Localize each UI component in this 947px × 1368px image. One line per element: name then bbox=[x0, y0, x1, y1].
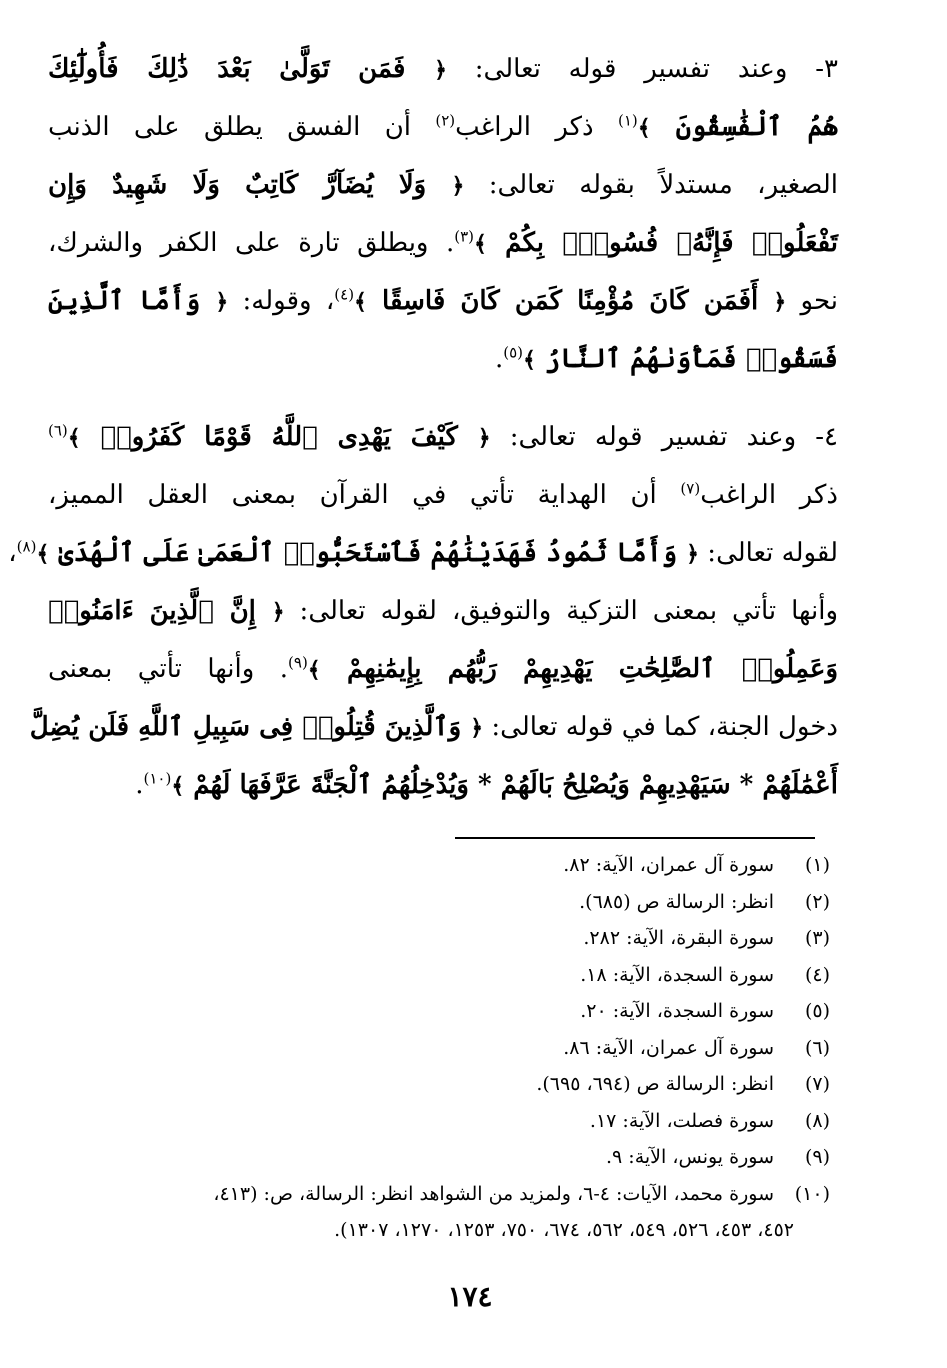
text-segment: ٤- وعند تفسير قوله تعالى: bbox=[490, 422, 838, 452]
ornate-bracket: ﴿ bbox=[773, 289, 787, 315]
text-segment: ذكر الراغب bbox=[455, 112, 618, 142]
text-line bbox=[48, 408, 838, 466]
text-line bbox=[48, 98, 838, 156]
text-segment: أن الفسق يطلق على الذنب bbox=[48, 112, 436, 142]
quran-verse: فَسَقُوا۟ فَمَأْوَىٰهُمُ ٱلنَّارُ bbox=[535, 344, 838, 374]
footnote-ref: (٩) bbox=[288, 653, 308, 672]
text-segment: ، bbox=[8, 538, 17, 568]
ornate-bracket: ﴾ bbox=[171, 773, 185, 799]
footnote bbox=[60, 1030, 830, 1067]
footnote-number: (١) bbox=[804, 854, 830, 876]
text-segment: لقوله تعالى: bbox=[699, 538, 838, 568]
footnote bbox=[60, 884, 830, 921]
text-segment: أن الهداية تأتي في القرآن بمعنى العقل المميز، bbox=[48, 480, 681, 510]
footnote-text: سورة يونس، الآية: ٩. bbox=[606, 1146, 774, 1168]
quran-verse: إِنَّ ٱلَّذِينَ ءَامَنُوا۟ bbox=[48, 596, 272, 626]
footnote bbox=[60, 957, 830, 994]
quran-verse: وَلَا يُضَآرَّ كَاتِبٌ وَلَا شَهِيدٌ وَإِن bbox=[48, 170, 452, 200]
text-line bbox=[48, 214, 838, 272]
text-segment: وأنها تأتي بمعنى التزكية والتوفيق، لقوله تعالى: bbox=[284, 596, 839, 626]
footnote-text: سورة محمد، الآيات: ٤-٦، ولمزيد من الشواهد انظر: الرسالة، ص: (٤١٣، bbox=[213, 1182, 774, 1205]
footnote-number: (٧) bbox=[804, 1073, 830, 1095]
footnote-ref: (٢) bbox=[435, 111, 456, 130]
footnote-ref: (٧) bbox=[680, 479, 701, 498]
footnote-text: انظر: الرسالة ص (٦٩٤، ٦٩٥). bbox=[536, 1073, 774, 1095]
footnote-text: سورة آل عمران، الآية: ٨٦. bbox=[563, 1036, 774, 1059]
footnote-ref: (٣) bbox=[454, 227, 474, 246]
text-line bbox=[48, 756, 838, 814]
text-line bbox=[8, 524, 838, 582]
ornate-bracket: ﴾ bbox=[67, 425, 81, 451]
ornate-bracket: ﴿ bbox=[470, 715, 484, 741]
ornate-bracket: ﴾ bbox=[307, 657, 321, 683]
quran-verse: وَأَمَّا ٱلَّذِينَ bbox=[48, 286, 216, 316]
ornate-bracket: ﴿ bbox=[434, 57, 447, 83]
footnote-ref: (٥) bbox=[503, 343, 523, 362]
footnote bbox=[60, 847, 830, 884]
footnote bbox=[60, 1139, 830, 1176]
footnote-text: انظر: الرسالة ص (٦٨٥). bbox=[579, 890, 774, 913]
ornate-bracket: ﴾ bbox=[36, 541, 50, 567]
footnote-number: (١٠) bbox=[794, 1182, 830, 1205]
footnote-ref: (٨) bbox=[16, 537, 37, 556]
footnote-separator bbox=[455, 837, 815, 839]
ornate-bracket: ﴾ bbox=[474, 231, 487, 257]
ornate-bracket: ﴿ bbox=[477, 425, 491, 451]
text-segment: ٣- وعند تفسير قوله تعالى: bbox=[446, 54, 838, 84]
footnote-number: (٣) bbox=[804, 927, 830, 949]
ornate-bracket: ﴿ bbox=[271, 599, 285, 625]
quran-verse: وَعَمِلُوا۟ ٱلصَّٰلِحَٰتِ يَهْدِيهِمْ رَبُّهُم بِإِيمَٰنِهِمْ bbox=[320, 654, 839, 684]
footnote bbox=[60, 993, 830, 1030]
text-line bbox=[48, 582, 838, 640]
text-segment: الصغير، مستدلاً بقوله تعالى: bbox=[464, 170, 838, 200]
quran-verse: كَيْفَ يَهْدِى ٱللَّهُ قَوْمًا كَفَرُوا۟ bbox=[80, 422, 478, 452]
footnote bbox=[60, 1066, 830, 1103]
text-segment: دخول الجنة، كما في قوله تعالى: bbox=[483, 712, 838, 742]
quran-verse: هُمُ ٱلْفَٰسِقُونَ bbox=[650, 112, 838, 142]
footnote-number: (٥) bbox=[804, 1000, 830, 1022]
footnote-ref: (١٠) bbox=[143, 769, 172, 788]
ornate-bracket: ﴾ bbox=[522, 347, 536, 373]
footnote bbox=[60, 1176, 830, 1213]
text-segment: نحو bbox=[786, 286, 839, 316]
main-text bbox=[8, 40, 839, 814]
quran-verse: وَٱلَّذِينَ قُتِلُوا۟ فِى سَبِيلِ ٱللَّهِ فَلَن يُضِلَّ bbox=[29, 712, 471, 742]
footnote-number: (٨) bbox=[804, 1109, 830, 1132]
footnote-ref: (١) bbox=[617, 111, 638, 130]
quran-verse: فَمَن تَوَلَّىٰ بَعْدَ ذَٰلِكَ فَأُولَٰٓئِكَ bbox=[48, 54, 435, 84]
text-segment: ، وقوله: bbox=[228, 286, 335, 316]
quran-verse: تَفْعَلُوا۟ فَإِنَّهُۥ فُسُوقٌۢ بِكُمْ bbox=[486, 228, 838, 258]
footnote-text: سورة فصلت، الآية: ١٧. bbox=[589, 1109, 774, 1132]
footnote-text: سورة السجدة، الآية: ١٨. bbox=[580, 963, 774, 986]
footnote-text: سورة البقرة، الآية: ٢٨٢. bbox=[583, 927, 774, 949]
paragraph-gap bbox=[48, 388, 838, 408]
quran-verse: أَعْمَٰلَهُمْ * سَيَهْدِيهِمْ وَيُصْلِحُ بَالَهُمْ * وَيُدْخِلُهُمُ ٱلْجَنَّةَ عَرَّفَهَا لَهُمْ bbox=[184, 770, 838, 800]
text-line bbox=[48, 466, 838, 524]
footnote-text: سورة آل عمران، الآية: ٨٢. bbox=[563, 854, 774, 876]
footnote-number: (٩) bbox=[804, 1146, 830, 1168]
footnote bbox=[60, 1103, 830, 1140]
footnote-ref: (٤) bbox=[334, 285, 355, 304]
text-segment: . bbox=[135, 770, 144, 800]
page-number: ١٧٤ bbox=[447, 1280, 493, 1313]
text-line bbox=[48, 272, 838, 330]
footnote-ref: (٦) bbox=[48, 421, 68, 440]
text-line bbox=[48, 640, 838, 698]
quran-verse: أَفَمَن كَانَ مُؤْمِنًا كَمَن كَانَ فَاسِقًا bbox=[366, 286, 774, 316]
text-segment: . ويطلق تارة على الكفر والشرك، bbox=[48, 228, 455, 258]
footnote-continuation: ٤٥٢، ٤٥٣، ٥٢٦، ٥٤٩، ٥٦٢، ٦٧٤، ٧٥٠، ١٢٥٣، ١٢٧٠، ١٣٠٧). bbox=[334, 1219, 794, 1241]
ornate-bracket: ﴿ bbox=[451, 173, 465, 199]
footnote bbox=[60, 920, 830, 957]
text-line bbox=[48, 156, 838, 214]
footnote-text: سورة السجدة، الآية: ٢٠. bbox=[580, 1000, 774, 1022]
ornate-bracket: ﴾ bbox=[354, 289, 367, 315]
footnote-number: (٤) bbox=[804, 963, 830, 986]
text-segment: . bbox=[494, 344, 504, 374]
text-segment: ذكر الراغب bbox=[700, 480, 838, 510]
text-line bbox=[29, 698, 838, 756]
footnotes bbox=[60, 847, 830, 1249]
ornate-bracket: ﴿ bbox=[215, 289, 229, 315]
text-line bbox=[48, 330, 838, 388]
ornate-bracket: ﴿ bbox=[686, 541, 700, 567]
footnote-number: (٦) bbox=[804, 1036, 830, 1059]
ornate-bracket: ﴾ bbox=[637, 115, 651, 141]
text-segment: . وأنها تأتي بمعنى bbox=[48, 654, 289, 684]
footnote-number: (٢) bbox=[804, 890, 830, 913]
quran-verse: وَأَمَّا ثَمُودُ فَهَدَيْنَٰهُمْ فَٱسْتَحَبُّوا۟ ٱلْعَمَىٰ عَلَى ٱلْهُدَىٰ bbox=[49, 538, 687, 568]
text-line bbox=[48, 40, 838, 98]
